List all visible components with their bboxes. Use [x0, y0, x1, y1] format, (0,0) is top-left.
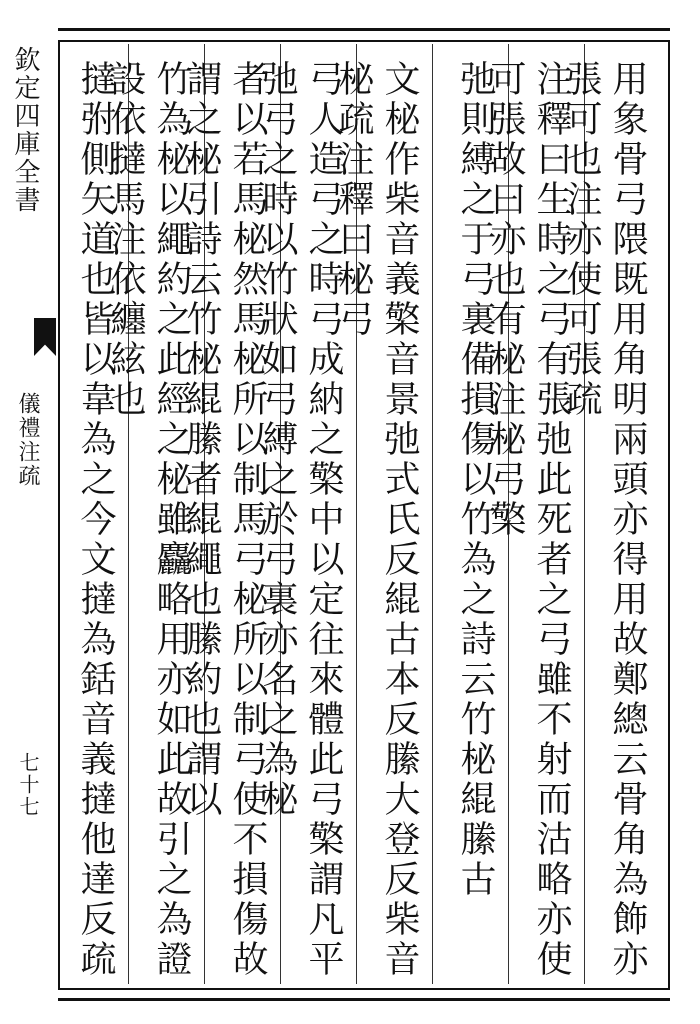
top-border — [58, 28, 670, 31]
text-column-1: 用象骨弓隈既用角明兩頭亦得用故鄭總云骨角為飾亦張可也注亦使可張疏 — [561, 60, 648, 980]
text-column-8: 撻弣側矢道也皆以韋為之今文撻為銛音義撻他達反疏 — [75, 60, 116, 980]
page-number: 七十七 — [16, 752, 40, 818]
section-title: 儀禮注疏 — [15, 392, 40, 488]
text-column-7: 竹為柲以繩約之此經之柲雖麤略用亦如此故引之為證設依撻馬注依纏絃也 — [105, 60, 192, 980]
column-rule — [432, 44, 433, 984]
text-column-6: 者以若馬柲然馬柲所以制馬弓柲所以制弓使不損傷故謂之柲引詩云竹柲緄縢者緄繩也縢約也謂以 — [181, 60, 268, 980]
text-column-5: 弓人造弓之時弓成納之檠中以定往來體此弓檠謂凡平弛弓之時以竹狀如弓縛之於弓裏亦名之為柲 — [257, 60, 344, 980]
text-column-4: 文柲作柴音義檠音景弛式氏反緄古本反縢大登反柴音柲疏注釋曰柲弓 — [333, 60, 420, 980]
text-column-3: 弛則縛之于弓裏備損傷以竹為之詩云竹柲緄縢古 — [455, 60, 496, 900]
bottom-border — [58, 998, 670, 1001]
book-title: 欽定四庫全書 — [10, 46, 40, 214]
text-column-2: 注釋曰生時之弓有張弛此死者之弓雖不射而沽略亦使可張故曰亦也有柲注柲弓檠 — [485, 60, 572, 980]
